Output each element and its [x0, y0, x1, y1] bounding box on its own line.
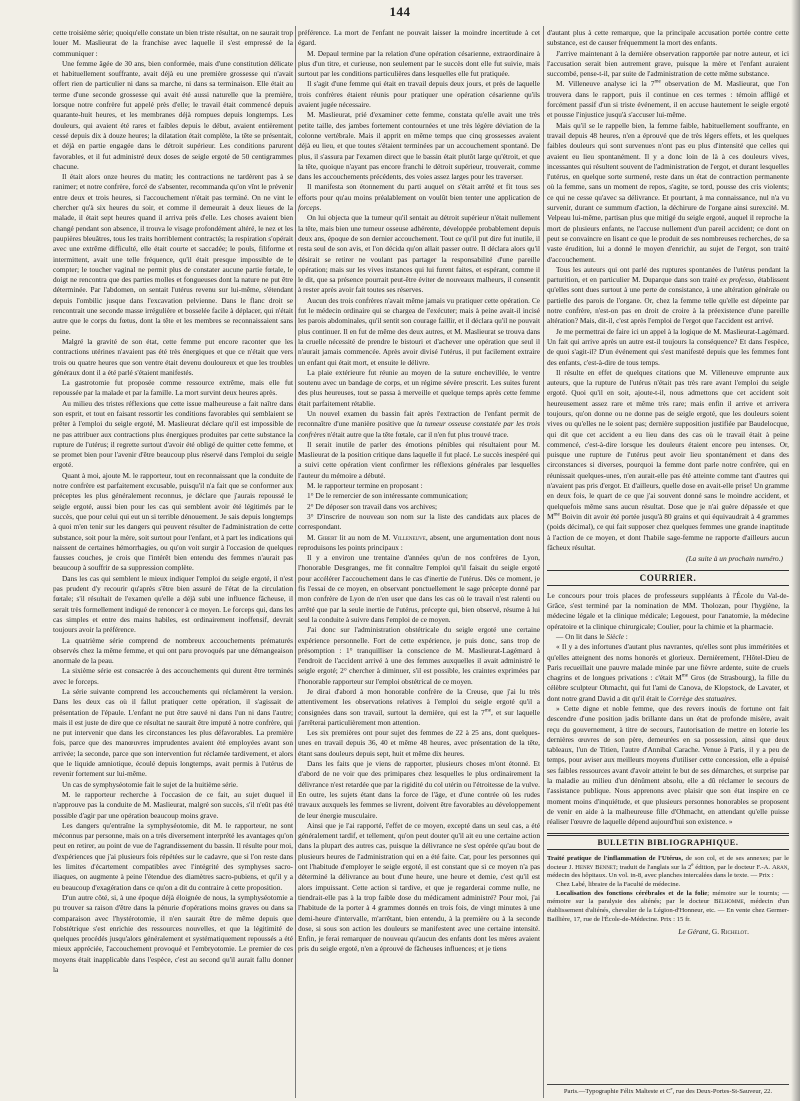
text-run: Aucun des trois confrères n'avait même jamais vu pratiquer cette opération. Ce fut le médecin ordinaire qui se chargea de l'exécuter; mais à peine avait-il incisé les parois abdominales, qu'il sentit son courage faillir, et il déclara qu'il ne pouvait plus continuer. Il en fut de même des deux autres, et M. Maslieurat se trouva dans la cruelle nécessité de prendre le bistouri et d'achever une opération que seul il n'aurait jamais commencée. Après avoir divisé l'utérus, il put facilement extraire un enfant qui était mort, et ensuite le délivre. [298, 295, 540, 367]
text-run: Un cas de symphyséotomie fait le sujet de la huitième série. [62, 779, 238, 789]
paragraph [298, 512, 540, 533]
text-run: Dans les faits que je viens de rapporter, plusieurs choses m'ont étonné. Et d'abord de ne voir que des primipares chez lesquelles le plus ordinairement la délivrance n'est retardée que par la rigidité du col utérin ou l'étroitesse de la vulve. En outre, les sujets étant dans la force de l'âge, et d'une contrée où les rudes travaux auxquels les femmes se livrent, doivent être favorables au développement de leur énergie musculaire. [298, 759, 540, 820]
text-run: La plaie extérieure fut réunie au moyen de la suture enchevillée, le ventre soutenu avec un bandage de corps, et un régime sévère prescrit. Les suites furent des plus heureuses, tout se passa à merveille et quelque temps après cette femme était parfaitement rétablie. [298, 367, 540, 408]
text-run: , établissent qu'elles sont dues surtout à une perte de consistance, à une altération générale ou partielle des parois de l'organe. Or, chez la femme telle qu'elle est dépeinte par notre confrère, n'est-on pas en droit de croire à la préexistence d'une pareille altération? Mais, dit-il, c'est après l'emploi de l'ergot que l'accident est arrivé. [547, 275, 789, 326]
text-run: : [623, 631, 628, 641]
paragraph [547, 855, 789, 881]
text-run: Il était alors onze heures du matin; les contractions ne tardèrent pas à se ranimer; et notre confrère, forcé de s'absenter, recommanda qu'on vînt le prévenir entre deux et trois heures, si l'accouchement n'était pas terminé. On ne vint le chercher qu'à six heures du soir, et comme il demeurait à deux lieues de la malade, il était sept heures quand il arriva près d'elle. Les choses avaient bien changé pendant son absence, il trouva le visage profondément altéré, le nez et les paupières bleuâtres, tous les traits horriblement contractés; la respiration s'opérait avec une extrême difficulté, elle était courte et saccadée; le pouls, filiforme et intermittent, avait une telle fréquence, qu'il était presque impossible de le compter; le toucher vaginal ne permit plus de constater aucune partie fœtale, le doigt ne rencontra que des parties molles et fongueuses dont la nature ne put être déterminée. Par l'abdomen, on sentait l'utérus revenu sur lui-même, s'étendant depuis l'ombilic jusque dans l'excavation pelvienne. Dans le flanc droit se rencontrait une seconde masse irrégulière et bosselée facile à déplacer, qui n'était autre que le corps du fœtus, dont la tête et les membres se reconnaissaient sans peine. [53, 172, 293, 336]
text-run: D'un autre côté, si, à une époque déjà éloignée de nous, la symphyséotomie a pu trouver sa raison d'être dans la pénurie d'opérations moins graves ou dans sa comparaison avec l'hystérotomie, il n'en saurait être de même depuis que l'obstétrique s'est enrichie des ressources nouvelles, et que la légitimité de quelques procédés jusqu'alors généralement et systématiquement repoussés a été mieux appréciée, l'accouchement provoqué et l'embryotomie. Le premier de ces moyens était inapplicable dans l'espèce, c'est au second qu'il aurait fallu donner la [53, 892, 293, 975]
paragraph [53, 893, 293, 975]
text-run: me [681, 672, 689, 679]
paragraph [53, 378, 293, 399]
text-run: M. le rapporteur termine en proposant : [307, 481, 423, 491]
column-2-text [298, 28, 540, 955]
text-run: me [484, 707, 491, 714]
paragraph [53, 790, 293, 821]
text-run: Traité pratique de l'inflammation de l'Utérus, [547, 854, 683, 862]
paragraph [298, 296, 540, 368]
text-run: la tumeur osseuse constatée par les trois confrères [298, 419, 540, 439]
paragraph [298, 481, 540, 491]
bulletin-entries [547, 855, 789, 925]
paragraph [298, 409, 540, 440]
text-run: Malgré la gravité de son état, cette femme put encore raconter que les contractions utérines n'avaient pas été très énergiques et que ce n'était que vers trois ou quatre heures que son ventre était devenu douloureux et que les troubles généraux dont il a été parlé s'étaient manifestés. [53, 336, 293, 377]
paragraph [547, 79, 789, 120]
text-run: Le Gérant, [678, 927, 712, 937]
paragraph [298, 110, 540, 182]
paragraph [298, 28, 540, 49]
text-run: Il y a environ une trentaine d'années qu'un de nos confrères de Lyon, l'honorable Desgranges, me fit connaître l'emploi qu'il faisait du seigle ergoté pour accélérer l'accouchement dans le cas d'inertie de l'utérus. Dès ce moment, je fis l'essai de ce moyen, en observant ponctuellement le sage précepte donné par mon confrère de Lyon de n'en user que dans les cas où le travail n'est ralenti ou arrêté que par la seule inertie de l'utérus, précepte qui, bien observé, résume à lui seul la conduite à suivre dans l'emploi de ce moyen. [298, 553, 540, 624]
column-2 [298, 28, 540, 1096]
text-run: Il serait inutile de parler des émotions pénibles qui résultaient pour M. Maslieurat de la position critique dans laquelle il fut placé. Le succès inespéré qui a suivi cette opération vient confirmer les réflexions générales par lesquelles l'auteur du mémoire a débuté. [298, 439, 540, 480]
text-run: Corrège des statuaires [668, 693, 735, 703]
text-run: On lui objecta que la tumeur qu'il sentait au détroit supérieur n'était nullement la tête, mais bien une tumeur osseuse adhérente, développée probablement depuis deux ans, époque de son dernier accouchement. Tout ce qu'il put dire fut inutile, il resta seul de son avis, et l'on décida qu'on allait passer outre. Il déclara alors qu'il désirait se retirer ne voulant pas partager la responsabilité d'une pareille opération; mais sur les vives instances qui lui furent faites, et espérant, comme il le dit, que sa présence pourrait peut-être éviter de nouveaux malheurs, il consentit à rester après avoir fait toutes ses réserves. [298, 213, 540, 295]
text-run: . [734, 693, 737, 703]
paragraph [298, 440, 540, 481]
scan-edge [791, 0, 800, 1101]
text-run: M. Depaul termine par la relation d'une opération césarienne, extraordinaire à plus d'un titre, et curieuse, non seulement par le succès dont elle fut suivie, mais surtout par les conditions particulières dans lesquelles elle fut pratiquée. [298, 48, 540, 79]
text-run: Henry Bennet [575, 863, 617, 871]
text-run: — On lit dans le [556, 631, 607, 641]
text-run: , médecin d'un établissement d'aliénés, chevalier de la Légion-d'Honneur, etc. — En vente chez Germer-Baillière, 17, rue de l'École-de-Médecine. Prix : 15 fr. [547, 898, 789, 923]
text-run: Ainsi que je l'ai rapporté, l'effet de ce moyen, excepté dans un seul cas, a été généralement tardif, et tellement, qu'on peut douter qu'il ait eu une certaine action dans la plupart des autres cas, puisque la délivrance ne s'est opérée qu'au bout de plusieurs heures de l'administration qui en a été faite. Car, pour les personnes qui ont l'habitude d'employer le seigle ergoté, il est constant que si ce moyen n'a pas déterminé la délivrance au bout d'une heure, une heure et demie, c'est qu'il est alors impuissant. Cette action si tardive, et que je regarderai comme nulle, ne tiendrait-elle pas à la trop faible dose du médicament administré? Pour moi, j'ai l'habitude de la porter à 4 grammes donnés en trois fois, de vingt minutes à une demi-heure d'intervalle, m'arrêtant, bien entendu, à la première ou à la seconde dose, si sous son action les douleurs se manifestent avec une certaine intensité. Enfin, je ferai remarquer de nouveau qu'aucun des enfants dont les mères avaient pris du seigle ergoté, n'en a éprouvé de fâcheuses influences; et je tiens [298, 820, 540, 954]
text-run: M. le rapporteur recherche à l'occasion de ce fait, au sujet duquel il n'approuve pas la conduite de M. Maslieurat, malgré son succès, s'il n'eût pas été possible d'agir par une opération beaucoup moins grave. [53, 789, 293, 820]
paragraph [53, 636, 293, 667]
paragraph [547, 327, 789, 368]
text-run: Gros (de Strasbourg), la fille du célèbre sculpteur Ohmacht, qui fut l'ami de Canova, de Klopstock, de Lavater, et dont notre grand David a dit qu'il était le [547, 673, 789, 703]
paragraph [53, 666, 293, 687]
text-run: La série suivante comprend les accouchements qui réclamèrent la version. Dans les deux cas où il fallut pratiquer cette opération, il s'agissait de présentation de l'épaule. L'enfant ne put être sauvé ni dans l'un ni dans l'autre; mais il est juste de dire que ce résultat ne saurait être imputé à notre confrère, qui ne put intervenir que dans les circonstances les plus défavorables. La première fois, parce que des manœuvres imprudentes avaient été employées avant son arrivée; la seconde, parce que son intervention fut réclamée tardivement, et alors que le liquide amniotique, écoulé depuis longtemps, avait permis à l'utérus de revenir fortement sur lui-même. [53, 687, 293, 779]
paragraph [53, 471, 293, 574]
courrier-heading: COURRIER. [547, 570, 789, 585]
text-run: J'arrive maintenant à la dernière observation rapportée par notre auteur, et ici l'accusation serait bien autrement grave, puisque la mère et l'enfant auraient succombé, pense-t-il, par suite de l'administration de cette même substance. [547, 48, 789, 79]
text-run: préférence. La mort de l'enfant ne pouvait laisser la moindre incertitude à cet égard. [298, 28, 540, 48]
page-number: 144 [389, 4, 411, 19]
text-run: 2° De déposer son travail dans vos archives; [307, 501, 437, 511]
text-run: Je dirai d'abord à mon honorable confrère de la Creuse, que j'ai lu très attentivement les observations relatives à l'emploi du seigle ergoté qu'il a consignées dans son travail, surtout la dernière, qui est la 7 [298, 687, 540, 717]
text-run: Aran [771, 863, 788, 871]
paragraph [53, 28, 293, 59]
text-run: La sixième série est consacrée à des accouchements qui durent être terminés avec le forceps. [53, 666, 293, 686]
paragraph [298, 213, 540, 295]
text-run: Chez Labé, libraire de la Faculté de médecine. [556, 880, 681, 888]
paragraph [298, 821, 540, 955]
paragraph [298, 759, 540, 821]
paragraph [298, 491, 540, 501]
text-run: Dans les cas qui semblent le mieux indiquer l'emploi du seigle ergoté, il n'est pas prudent d'y recourir qu'après s'être bien assuré de l'état de la circulation fœtale; s'il résultait de l'examen qu'elle a déjà subi une influence fâcheuse, il serait très formellement indiqué de renoncer à ce moyen. Le forceps qui, dans les cas simples et entre des mains habiles, est ordinairement inoffensif, devrait toujours avoir la préférence. [53, 573, 293, 635]
text-run: Localisation des fonctions cérébrales et de la folie [556, 889, 708, 897]
text-run: ; mémoire sur le tournis; — mémoire sur la paralysie des aliénés; par le docteur [547, 889, 789, 906]
paragraph [53, 821, 293, 893]
text-run: M. Gibert [307, 532, 338, 542]
text-run: Siècle [606, 631, 624, 641]
paragraph [53, 337, 293, 378]
column-1 [53, 28, 293, 1096]
paragraph [298, 687, 540, 728]
paragraph [547, 890, 789, 925]
text-run: e [691, 862, 694, 868]
paragraph [547, 265, 789, 327]
text-run: 1° De le remercier de son intéressante communication; [307, 491, 468, 501]
paragraph [298, 502, 540, 512]
text-run: J'ai donc sur l'administration obstétricale du seigle ergoté une certaine expérience personnelle. Fort de cette expérience, je puis donc, sans trop de présomption : 1° tranquilliser la conscience de M. Maslieurat-Lagémard à l'endroit de l'accident arrivé à une des femmes auxquelles il avait administré le seigle ergoté; 2° chercher à diminuer, s'il est possible, les craintes exprimées par l'honorable rapporteur sur l'emploi obstétrical de ce moyen. [298, 625, 540, 686]
column-3 [547, 28, 789, 1096]
text-run: observation de M. Maslieurat, que l'on trouvera dans le rapport, puis il continue en ces termes : témoin affligé et forcément passif d'un si triste événement, il en accuse hautement le seigle ergoté et pousse l'injustice jusqu'à s'accuser lui-même. [547, 79, 789, 120]
paragraph [298, 182, 540, 213]
text-run: 3° D'inscrire de nouveau son nom sur la liste des candidats aux places de correspondant. [298, 511, 540, 532]
text-run: Au milieu des tristes réflexions que cette issue malheureuse a fait naître dans son esprit, et tout en faisant ressortir les conditions favorables qui semblaient se prêter à l'emploi du seigle ergoté, M. Maslieurat déclare qu'il est impossible de ne pas attribuer aux contractions plus énergiques produites par cette substance la rupture de l'utérus; il regrette surtout d'avoir été obligé de quitter cette femme, et se promet bien pour l'avenir d'être beaucoup plus réservé dans l'emploi du seigle ergoté. [53, 398, 293, 470]
text-run: Belhomme [714, 898, 744, 906]
text-run: Je me permettrai de faire ici un appel à la logique de M. Maslieurat-Lagémard. Un fait qui arrive après un autre est-il toujours la conséquence? Et dans l'espèce, de quoi s'agit-il? D'un événement qui s'est manifesté depuis que les femmes font des enfants, c'est-à-dire de tous temps. [547, 326, 789, 367]
text-run: M. Villeneuve analyse ici la 7 [556, 79, 655, 89]
text-run: Les dangers qu'entraîne la symphyséotomie, dit M. le rapporteur, ne sont méconnus par personne, mais on a très diversement interprété les avantages qu'on peut en retirer, au point de vue de l'agrandissement du bassin. Il résulte pour moi, d'expériences que j'ai plusieurs fois répétées sur le cadavre, que si l'on reste dans les limites d'écartement compatibles avec l'intégrité des symphyses sacro-iliaques, on augmente à peine l'étendue des diamètres sacro-pubiens, et qu'il y a eu beaucoup d'exagération dans ce qu'on a dit du contraire à cette proposition. [53, 820, 293, 892]
text-run: d'autant plus à cette remarque, que la principale accusation portée contre cette substance, est de causer fréquemment la mort des enfants. [547, 28, 789, 48]
text-run: « Il y a des infortunes d'autant plus navrantes, qu'elles sont plus imméritées et qu'elles atteignent des noms honorés et glorieux. Dernièrement, l'Hôtel-Dieu de Paris recueillait une pauvre malade minée par une fièvre ardente, suite de cruels chagrins et de longues privations : c'était M [547, 642, 789, 683]
paragraph [53, 399, 293, 471]
text-run: Quant à moi, ajoute M. le rapporteur, tout en reconnaissant que la conduite de notre confrère est parfaitement excusable, puisqu'il n'a fait que se conformer aux préceptes les plus généralement reconnus, je déclare que j'aurais repoussé le seigle ergoté, aussi bien pour les cas qui semblent avoir été légitimés par le succès, que pour celui qui eut un si terrible dénouement. Je sais depuis longtemps à quoi m'en tenir sur les dangers qui peuvent résulter de l'administration de cette substance, soit pour la mère, soit surtout pour l'enfant, et à part les indications qui naissent de certaines hémorrhagies, ou qu'on voit surgir à l'occasion de quelques fausses couches, je crois que l'intérêt bien entendu des femmes n'aurait pas beaucoup à souffrir de sa suppression complète. [53, 470, 293, 573]
signature [547, 927, 789, 937]
text-run: G. Richelot. [711, 927, 749, 937]
text-run: Le concours pour trois places de professeurs suppléants à l'École du Val-de-Grâce, s'est terminé par la nomination de MM. Tholozan, pour l'hygiène, la médecine légale et la clinique médicale; Legouest, pour l'anatomie, la médecine opératoire et la clinique chirurgicale; Coulier, pour la chimie et la pharmacie. [547, 590, 789, 631]
paragraph [53, 574, 293, 636]
paragraph [298, 368, 540, 409]
text-run: Mais qu'il se le rappelle bien, la femme faible, habituellement souffrante, en travail depuis 48 heures, n'en a éprouvé que de très légers effets, et les quelques faibles douleurs qui sont survenues n'ont pas eu plus d'intensité que celles qui avaient eu lieu spontanément. Il y a donc loin de là à ces douleurs vives, incessantes qui résultent souvent de l'administration de l'ergot, et durant lesquelles l'utérus, en quelque sorte surmené, reste dans un état de contraction permanente où la femme, sans un moment de repos, s'agite, se tord, pousse des cris violents; ce qui ne cesse qu'avec sa délivrance. Et pourtant, à ma connaissance, nul n'a vu survenir, durant ce summum d'action, la déchirure de l'organe ainsi surexcité. M. Velpeau lui-même, partisan plus que mitigé du seigle ergoté, auquel il reproche la mort de plusieurs enfants, ne l'accuse nullement d'un pareil accident; ce dont on peut se convaincre en lisant ce que le produit de ses nombreuses recherches, de sa vaste érudition, lui a donné le moyen d'enrichir, au sujet de l'ergot, son traité d'accouchement. [547, 120, 789, 264]
column-1-text [53, 28, 293, 975]
column-3-text [547, 28, 789, 553]
text-run: La gastrotomie fut proposée comme ressource extrême, mais elle fut repoussée par la malade et par la famille. La mort survint deux heures après. [53, 378, 293, 398]
text-run: lit au nom de [337, 532, 383, 542]
paragraph [547, 28, 789, 49]
paragraph [53, 172, 293, 337]
text-run: forceps [298, 203, 320, 213]
text-run: Un nouvel examen du bassin fait après l'extraction de l'enfant permit de reconnaître d'une manière positive que [298, 408, 540, 429]
paragraph [298, 533, 540, 554]
text-run: me [553, 511, 560, 518]
paragraph [53, 59, 293, 172]
text-run: Il manifesta son étonnement du parti auquel on s'était arrêté et fit tous ses efforts pour qu'au moins préalablement on voulût bien tenter une application de [298, 182, 540, 202]
text-run: Une femme âgée de 30 ans, bien conformée, mais d'une constitution délicate et habituellement souffrante, avait déjà eu une première grossesse qui n'avait offert rien de particulier ni dans sa marche, ni dans sa terminaison. Elle était au terme d'une seconde grossesse qui avait été aussi naturelle que la première, lorsque notre confrère fut appelé près d'elle; le travail était commencé depuis quarante-huit heures, et les membranes déjà rompues depuis longtemps. Les douleurs, qui avaient été rares et faibles depuis le début, avaient entièrement cessé depuis dix à douze heures; la dilatation était complète, la tête se présentait, et déjà en partie engagée dans le détroit supérieur. Les conditions parurent favorables, et il fut administré deux doses de seigle ergoté de 50 centigrammes chacune. [53, 58, 293, 171]
paragraph [53, 780, 293, 790]
paragraph [547, 881, 789, 890]
text-run: Paris.—Typographie Félix Malteste et C [563, 1088, 671, 1095]
text-run: ; traduit de l'anglais sur la 2 [616, 863, 692, 871]
text-run: cette troisième série; quoiqu'elle constate un bien triste résultat, on ne saurait trop louer M. Maslieurat de la franchise avec laquelle il s'est empressé de la communiquer : [53, 28, 293, 58]
paragraph [53, 687, 293, 780]
text-run: Tous les auteurs qui ont parlé des ruptures spontanées de l'utérus pendant la parturition, et en particulier M. Duparque dans son traité [547, 264, 789, 285]
paragraph [298, 49, 540, 80]
paragraph [547, 632, 789, 642]
paragraph [298, 728, 540, 759]
column-rule [543, 26, 544, 1098]
imprint [547, 1084, 789, 1096]
text-run: e [670, 1085, 673, 1091]
text-run: , absent, une argumentation dont nous reproduisons les points principaux : [298, 532, 540, 552]
paragraph [298, 553, 540, 625]
text-run: , médecin des hôpitaux. Un vol. in-8, avec planches intercalées dans le texte. — Prix : [547, 863, 789, 880]
text-run: » Cette digne et noble femme, que des revers inouïs de fortune ont fait descendre d'une position jadis brillante dans un état de profonde misère, avait reçu du gouvernement, à titre de secours, l'autorisation de mettre en loterie les dernières œuvres de son père, demeurées en sa possession, ainsi que deux tableaux, l'un de Titien, l'autre d'Annibal Carache. Venue à Paris, il y a peu de temps, pour aviser aux meilleurs moyens d'utiliser cette concession, elle a épuisé ses faibles ressources avant d'avoir atteint le but de ses démarches, et surprise par la maladie au milieu d'un dénûment absolu, elle a dû réclamer le secours de l'assistance publique. Nous apprenons avec plaisir que son état inspire en ce moment moins d'inquiétude, et que plusieurs personnes honorables se proposent de venir en aide à la malheureuse fille d'Ohmacht, en attendant qu'elle puisse réaliser l'œuvre de laquelle dépend aujourd'hui son existence. » [547, 704, 789, 827]
paragraph [298, 79, 540, 110]
courrier-section [547, 591, 789, 828]
text-run: n'était autre que la tête fœtale, car il n'en fut plus trouvé trace. [325, 429, 509, 439]
text-run: , rue des Deux-Portes-St-Sauveur, 22. [672, 1088, 773, 1095]
text-run: édition, par le docteur F.-A. [693, 863, 772, 871]
text-run: M. Maslieurat, prié d'examiner cette femme, constata qu'elle avait une très petite taille, des jambes fortement contournées et une très légère déviation de la colonne vertébrale. Mais il apprit en même temps que cinq grossesses avaient déjà eu lieu, et que toutes s'étaient terminées par un accouchement spontané. De plus, il s'assura par l'examen direct que le bassin était plutôt large qu'étroit, et que la tête, quoique n'ayant pas encore franchi le détroit supérieur, trouverait, comme dans les accouchements précédents, des voies assez larges pour les traverser. [298, 110, 540, 182]
bulletin-heading: BULLETIN BIBLIOGRAPHIQUE. [547, 833, 789, 850]
text-run: , et sur laquelle j'arrêterai particulièrement mon attention. [298, 707, 540, 727]
text-run: ex professo [720, 275, 754, 285]
paragraph [547, 591, 789, 632]
paragraph [547, 368, 789, 553]
paragraph [547, 704, 789, 828]
paragraph [547, 121, 789, 265]
continuation-note: (La suite à un prochain numéro.) [686, 554, 783, 564]
text-run: Il s'agit d'une femme qui était en travail depuis deux jours, et près de laquelle trois confrères étaient réunis pour pratiquer une opération césarienne qu'ils avaient jugée nécessaire. [298, 79, 540, 110]
text-run: Les six premières ont pour sujet des femmes de 22 à 25 ans, dont quelques-unes en travail depuis 36, 40 et même 48 heures, avec présentation de la tête, étant sans douleurs depuis sept, huit et même dix heures. [298, 728, 540, 758]
column-rule [295, 26, 296, 1098]
text-run: . [319, 203, 322, 213]
paragraph [298, 625, 540, 687]
text-run: Boivin dit avoir été portée jusqu'à 80 grains et qui équivaudrait à 4 grammes (poids décimal), ce qui fait supposer chez quelques femmes une grande inaptitude à l'action de ce moyen, et dont l'habile sage-femme ne rapporte d'ailleurs aucun fâcheux résultat. [547, 511, 789, 552]
paragraph [547, 642, 789, 704]
text-run: M. Villeneuve [382, 532, 426, 542]
text-run: me [654, 79, 661, 86]
text-run: Il résulte en effet de quelques citations que M. Villeneuve emprunte aux auteurs, que la rupture de l'utérus n'était pas très rare avant l'emploi du seigle ergoté. Quoi qu'il en soit, ajoute-t-il, nous admettons que cet accident soit heureusement assez rare et même très rare; mais enfin il arrive et arrivera toujours, qu'on donne ou ne donne pas de seigle ergoté, que les douleurs soient vives ou qu'elles ne le soient pas; dernière supposition justifiée par Baudelocque, qui dit que cet accident a eu lieu dans des cas où le travail était à peine commencé, c'est-à-dire lorsque les douleurs étaient encore peu intenses. Or, puisque une rupture de l'utérus peut avoir lieu spontanément et dans des circonstances si diverses, pourquoi la femme dont parle notre confrère, qui en réunissait quelques-unes, n'en aurait-elle pas été atteinte comme tant d'autres qui n'avaient pas pris d'ergot. Et d'ailleurs, quelle dose en avait-elle prise! Un gramme en deux fois, le quart de ce que j'ai souvent donné sans le moindre accident, et quelquefois même sans aucun résultat. Dose que je n'ai guère dépassée et que M [547, 367, 789, 521]
paragraph [547, 49, 789, 80]
text-run: La quatrième série comprend de nombreux accouchements prématurés observés chez la même femme, et qui ont paru provoqués par une démangeaison anormale de la peau. [53, 635, 293, 666]
text-run: de son col, et de ses annexes; par le docteur J. [547, 854, 789, 871]
